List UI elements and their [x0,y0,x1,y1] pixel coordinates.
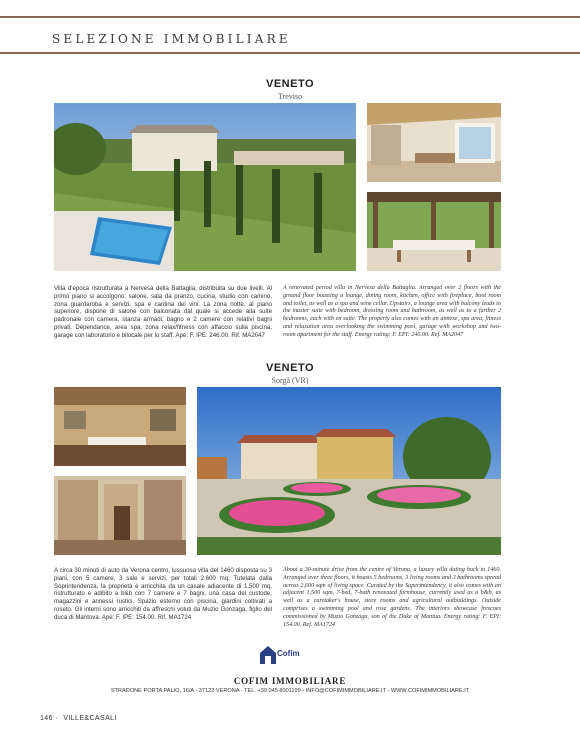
listing-2-interior-photo-2 [54,476,186,555]
footer-separator: · [55,715,58,722]
logo-text: Cofim [277,649,300,658]
agency-name: COFIM IMMOBILIARE [233,676,347,686]
listing-1-region: VENETO [265,78,315,90]
house-icon [259,645,277,665]
listing-1-interior-photo-1 [367,103,501,182]
listing-1-main-photo [54,103,356,271]
listing-1-interior-photo-2 [367,192,501,271]
page-footer [40,715,117,722]
listing-1-city: Treviso [277,92,303,101]
listing-2-interior-photo-1 [54,387,186,466]
listing-1-description-it: Villa d'epoca ristrutturata a Nervesa della Battaglia, distribuita su due livelli. Al primo piano si accolgono: salone, sala da pranzo, cucina, studio con camino, zona guardaroba e servizi, spa e cantina dei vini. La zona notte, al piano superiore, dispone di salone con balconata dal quale si accede alla suite padronale con camera, stanza armadi, bagno e 2 camere con relativi bagni privati. Dépendance, area spa, zona relax/fitness con affaccio sulla piscina, garage con laboratorio e bilocale per lo staff. Ape: F. IPE: 246.00. Rif. MA2047 [54,285,272,339]
agency-contacts: STRADONE PORTA PALIO, 16/A - 37122 VERONA - TEL. +39 045 8001199 - INFO@COFIMIMMOBILIARE.IT - WWW.COFIMIMMOBILIARE.IT [110,688,470,694]
listing-1-description-en: A renovated period villa in Nervesa della Battaglia. Arranged over 2 floors with the ground floor boasting a lounge, dining room, kitchen, office with fireplace, boot room and toilet, as well as a spa and wine cellar. Upstairs, a lounge area with balcony leads to the master suite with bedroom, dressing room and bathroom, as well as to a further 2 bedrooms, each with en suite. The property also comes with an annexe, spa area, fitness and relaxation area overlooking the swimming pool, garage with workshop and two-room apartment for the staff. Energy rating: F. EPI: 246.00. Ref. MA2047 [283,285,501,338]
listing-2-description-en: About a 30-minute drive from the centre of Verona, a luxury villa dating back to 1460. Arranged over three floors, it boasts 5 bedrooms, 3 living rooms and 3 bathrooms spread across 2,600 sqm of living space. Curated by the Superintendency, it also comes with an adjacent 1,500 sqm, 7-bed, 7-bath renovated farmhouse, currently used as a b&b, as well as a caretaker's house, store rooms and agricultural outbuildings. Outside comprises a swimming pool and rose gardens. The interiors showcase frescoes commissioned by Muzio Gonzaga, son of the Duke of Mantua. Energy rating: F. EPI: 154.00. Ref. MA1724 [283,567,501,628]
listing-2-main-photo [197,387,501,555]
header-bottom-rule [0,52,580,54]
cofim-logo [259,645,299,669]
header-top-rule [0,16,580,18]
listing-2-description-it: A circa 30 minuti di auto da Verona centro, lussuosa villa del 1460 disposta su 3 piani, con 5 camere, 3 sale e servizi, per totali 2.600 mq. Tutelata dalla Soprintendenza, la proprietà è arricchita da un casale adiacente di 1.500 mq, ristrutturato e adibito a b&b con 7 camere e 7 bagni, una casa del custode, magazzini e annessi rustici. Spazio esterno con piscina, giardini coltivati a roseto. Gli interni sono arricchiti da affreschi voluti da Muzio Gonzaga, figlio del duca di Mantova. Ape: F. IPE: 154.00. Rif. MA1724 [54,567,272,621]
listing-2-region: VENETO [265,362,315,374]
magazine-name: VILLE&CASALI [63,715,117,722]
page-number: 146 [40,715,53,722]
section-title: SELEZIONE IMMOBILIARE [52,32,291,46]
listing-2-city: Sorgà (VR) [271,376,309,385]
